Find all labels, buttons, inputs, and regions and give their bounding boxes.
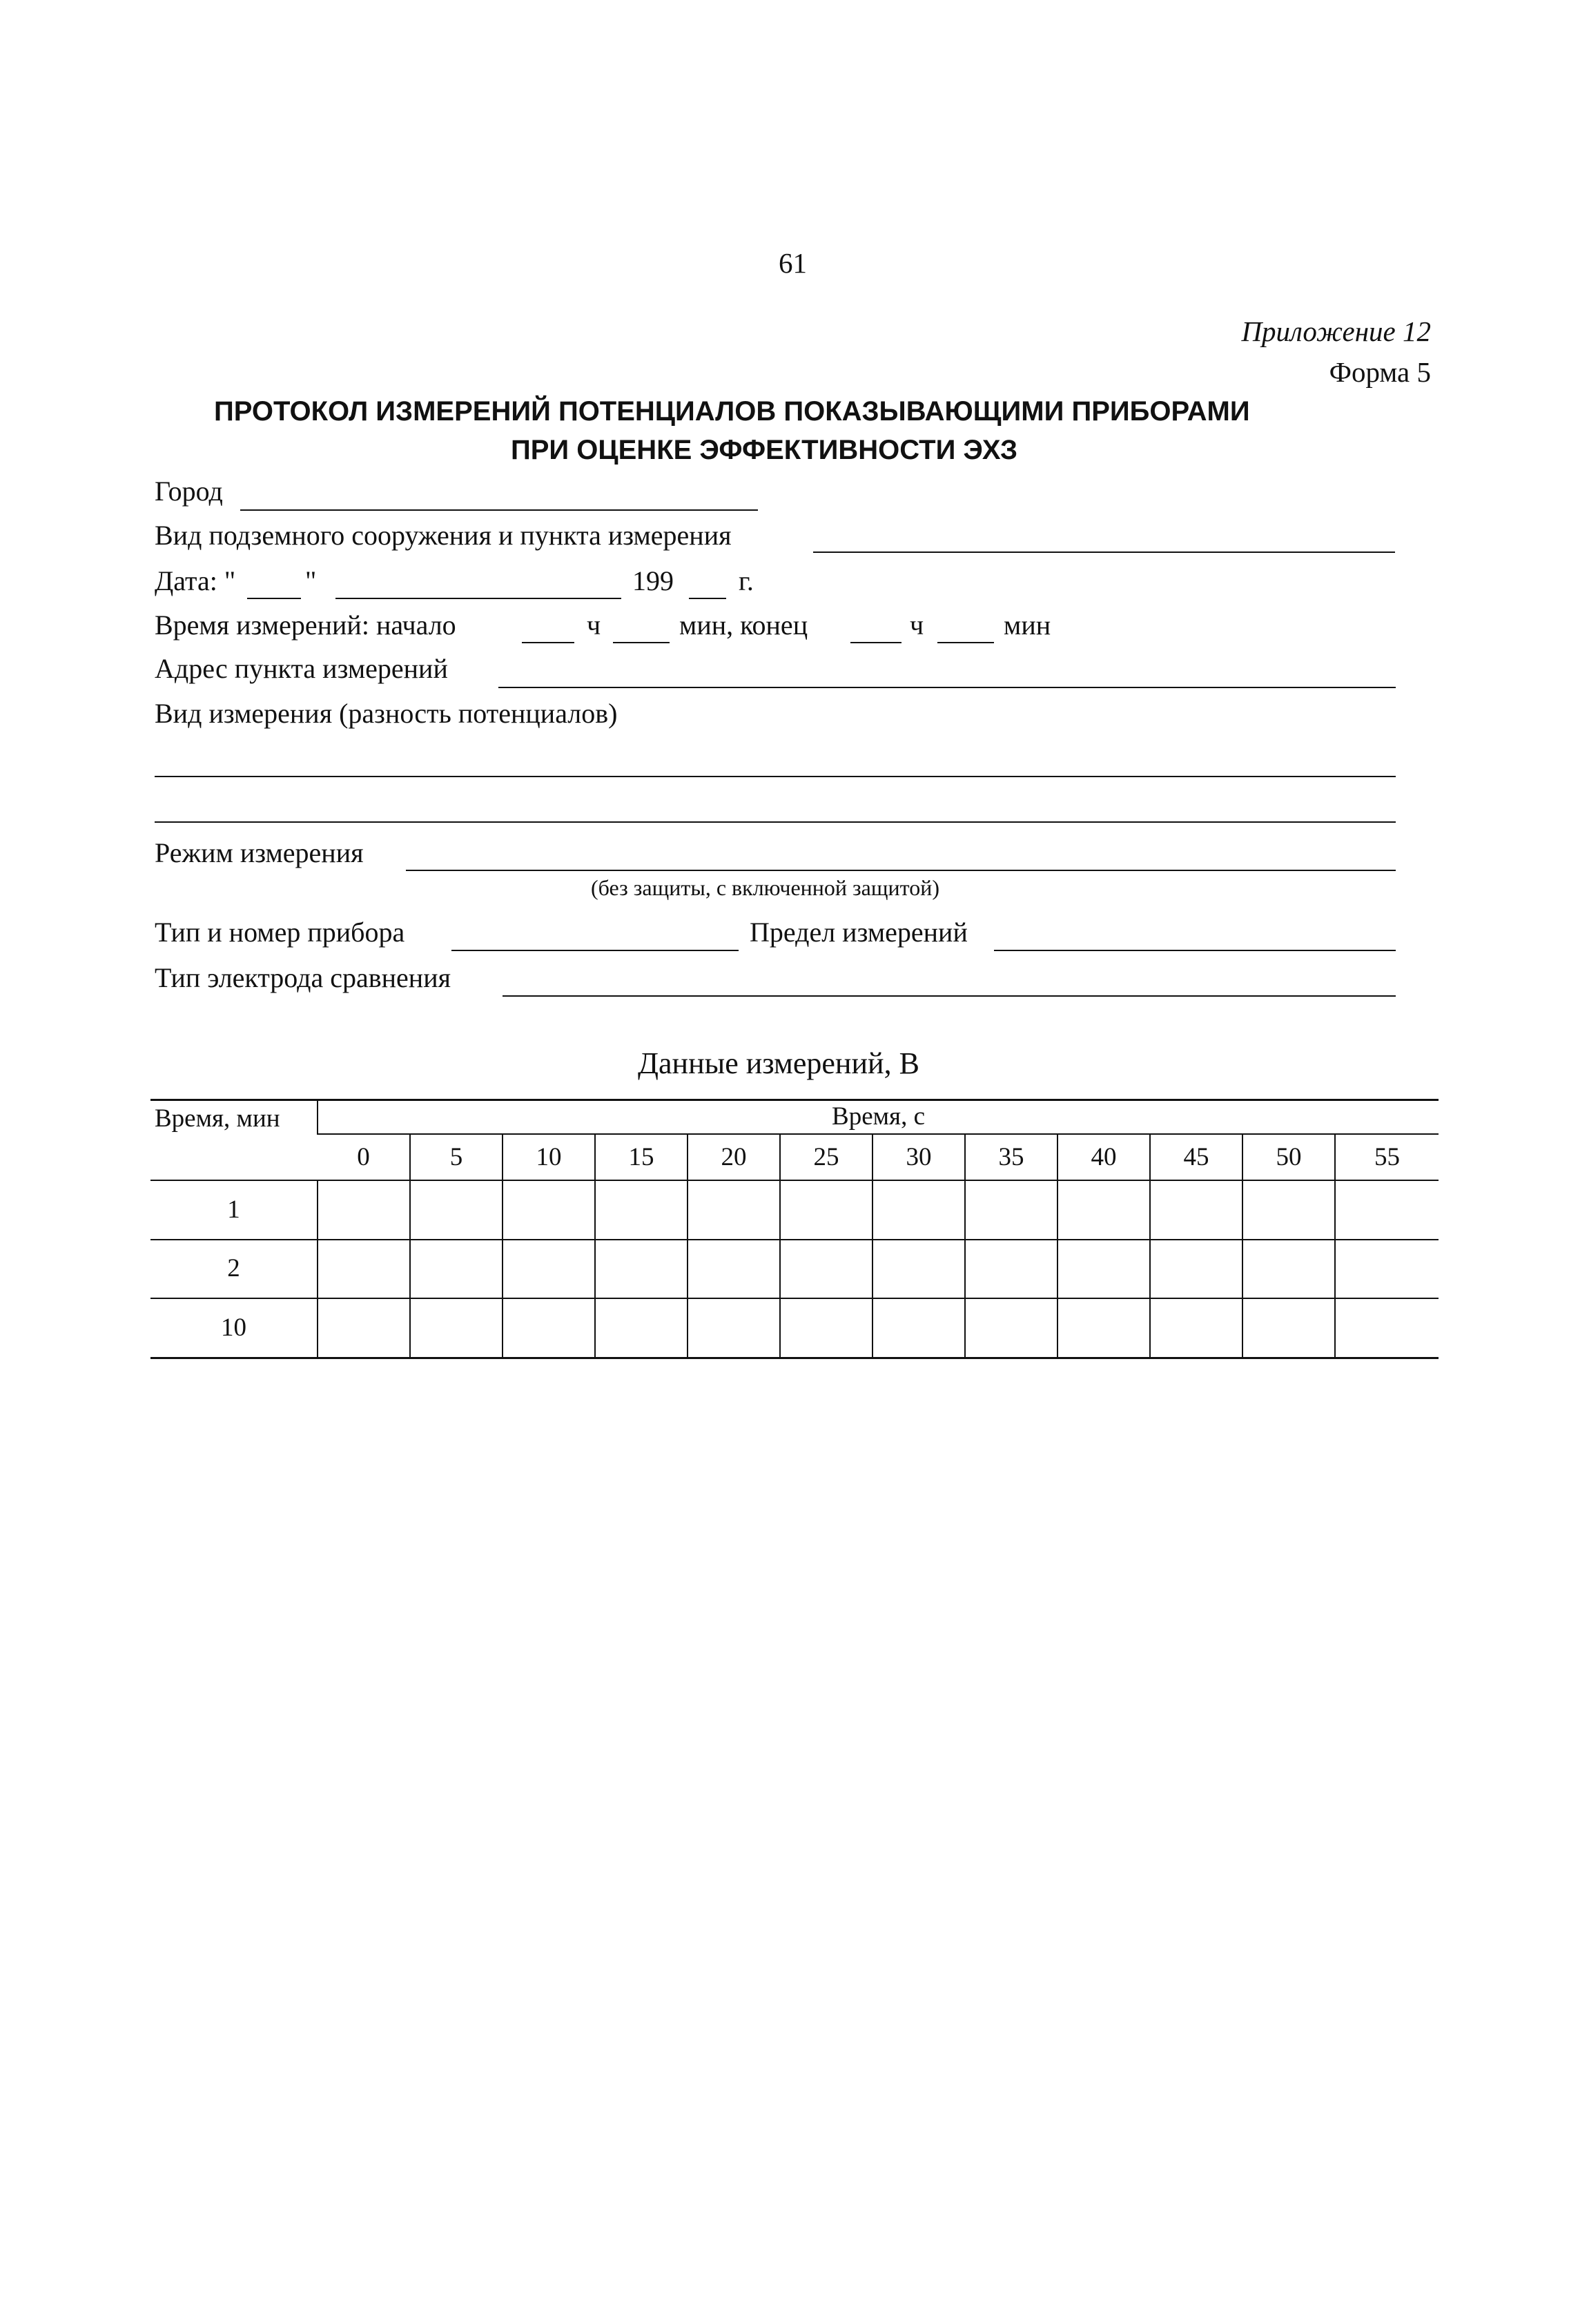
start-minute-field[interactable] bbox=[613, 642, 670, 643]
column-group-header-label: Время, с bbox=[832, 1102, 925, 1131]
mode-label: Режим измерения bbox=[155, 837, 364, 868]
data-cell[interactable] bbox=[1242, 1239, 1335, 1298]
range-field[interactable] bbox=[994, 950, 1396, 951]
date-quote: " bbox=[305, 565, 317, 596]
seconds-value: 50 bbox=[1276, 1143, 1302, 1171]
city-field[interactable] bbox=[240, 509, 758, 511]
minute-cell bbox=[150, 1180, 318, 1239]
data-cell[interactable] bbox=[873, 1180, 965, 1239]
table-row-rule-2 bbox=[150, 1298, 1439, 1299]
data-cell[interactable] bbox=[503, 1298, 595, 1357]
measurement-type-label: Вид измерения (разность потенциалов) bbox=[155, 698, 618, 729]
electrode-label: Тип электрода сравнения bbox=[155, 962, 451, 993]
form-label: Форма 5 bbox=[1329, 356, 1431, 388]
document-title-line2: ПРИ ОЦЕНКЕ ЭФФЕКТИВНОСТИ ЭХЗ bbox=[511, 435, 1018, 465]
data-cell[interactable] bbox=[503, 1239, 595, 1298]
seconds-header-cell bbox=[1242, 1134, 1335, 1180]
time-label: Время измерений: начало bbox=[155, 609, 456, 641]
date-year-field[interactable] bbox=[689, 598, 726, 599]
hour-unit-2: ч bbox=[910, 609, 924, 641]
minute-cell bbox=[150, 1239, 318, 1298]
data-cell[interactable] bbox=[1057, 1298, 1150, 1357]
data-cell[interactable] bbox=[780, 1180, 873, 1239]
seconds-value: 40 bbox=[1091, 1143, 1117, 1171]
seconds-header-cell bbox=[1057, 1134, 1150, 1180]
data-cell[interactable] bbox=[1057, 1180, 1150, 1239]
minute-value: 2 bbox=[227, 1254, 240, 1282]
data-cell[interactable] bbox=[318, 1180, 410, 1239]
seconds-value: 15 bbox=[628, 1143, 654, 1171]
seconds-header-cell bbox=[410, 1134, 503, 1180]
year-suffix: г. bbox=[739, 565, 754, 596]
data-cell[interactable] bbox=[595, 1180, 688, 1239]
data-cell[interactable] bbox=[318, 1239, 410, 1298]
range-label: Предел измерений bbox=[750, 917, 968, 948]
table-bottom-rule bbox=[150, 1357, 1439, 1359]
seconds-header-cell bbox=[503, 1134, 595, 1180]
device-field[interactable] bbox=[451, 950, 739, 951]
year-prefix: 199 bbox=[632, 565, 674, 596]
data-cell[interactable] bbox=[1335, 1239, 1439, 1298]
data-cell[interactable] bbox=[595, 1298, 688, 1357]
seconds-header-cell bbox=[780, 1134, 873, 1180]
seconds-header-cell bbox=[595, 1134, 688, 1180]
document-title-line1: ПРОТОКОЛ ИЗМЕРЕНИЙ ПОТЕНЦИАЛОВ ПОКАЗЫВАЮЩИМИ ПРИБОРАМИ bbox=[214, 396, 1250, 427]
minute-cell bbox=[150, 1298, 318, 1357]
structure-type-label: Вид подземного сооружения и пункта измерения bbox=[155, 520, 732, 551]
seconds-header-cell bbox=[873, 1134, 965, 1180]
city-label: Город bbox=[155, 476, 223, 507]
data-cell[interactable] bbox=[1150, 1180, 1242, 1239]
data-cell[interactable] bbox=[410, 1298, 503, 1357]
column-group-header bbox=[318, 1100, 1439, 1134]
table-row-rule-1 bbox=[150, 1239, 1439, 1240]
measurement-type-field-line1[interactable] bbox=[155, 776, 1396, 777]
data-cell[interactable] bbox=[688, 1239, 780, 1298]
data-cell[interactable] bbox=[1150, 1298, 1242, 1357]
data-cell[interactable] bbox=[503, 1180, 595, 1239]
seconds-header-cell bbox=[1335, 1134, 1439, 1180]
data-cell[interactable] bbox=[595, 1239, 688, 1298]
hour-unit-1: ч bbox=[587, 609, 601, 641]
end-hour-field[interactable] bbox=[850, 642, 901, 643]
date-month-field[interactable] bbox=[335, 598, 621, 599]
data-cell[interactable] bbox=[965, 1180, 1057, 1239]
data-cell[interactable] bbox=[780, 1298, 873, 1357]
measurement-table bbox=[150, 1100, 1439, 1357]
start-hour-field[interactable] bbox=[522, 642, 574, 643]
seconds-value: 10 bbox=[536, 1143, 562, 1171]
data-cell[interactable] bbox=[410, 1180, 503, 1239]
data-cell[interactable] bbox=[1335, 1298, 1439, 1357]
data-cell[interactable] bbox=[965, 1239, 1057, 1298]
table-row bbox=[150, 1239, 1439, 1298]
end-minute-field[interactable] bbox=[937, 642, 994, 643]
structure-type-field[interactable] bbox=[813, 551, 1395, 553]
electrode-field[interactable] bbox=[503, 995, 1396, 997]
minute-end-label: мин, конец bbox=[679, 609, 808, 641]
measurement-type-field-line2[interactable] bbox=[155, 821, 1396, 823]
mode-field[interactable] bbox=[406, 870, 1396, 871]
data-cell[interactable] bbox=[1335, 1180, 1439, 1239]
page-number: 61 bbox=[779, 247, 807, 279]
seconds-header-cell bbox=[318, 1134, 410, 1180]
minute-unit-2: мин bbox=[1004, 609, 1051, 641]
table-row bbox=[150, 1298, 1439, 1357]
mode-hint: (без защиты, с включенной защитой) bbox=[591, 875, 939, 900]
seconds-header-cell bbox=[965, 1134, 1057, 1180]
seconds-value: 30 bbox=[906, 1143, 932, 1171]
date-day-field[interactable] bbox=[247, 598, 301, 599]
data-cell[interactable] bbox=[1150, 1239, 1242, 1298]
seconds-value: 0 bbox=[357, 1143, 370, 1171]
data-cell[interactable] bbox=[410, 1239, 503, 1298]
data-cell[interactable] bbox=[873, 1298, 965, 1357]
data-cell[interactable] bbox=[780, 1239, 873, 1298]
data-cell[interactable] bbox=[1242, 1298, 1335, 1357]
data-cell[interactable] bbox=[1057, 1239, 1150, 1298]
data-cell[interactable] bbox=[318, 1298, 410, 1357]
seconds-header-cell bbox=[1150, 1134, 1242, 1180]
seconds-value: 25 bbox=[813, 1143, 839, 1171]
data-cell[interactable] bbox=[688, 1298, 780, 1357]
seconds-value: 20 bbox=[721, 1143, 747, 1171]
device-label: Тип и номер прибора bbox=[155, 917, 405, 948]
address-label: Адрес пункта измерений bbox=[155, 653, 448, 684]
table-caption: Данные измерений, В bbox=[638, 1046, 919, 1080]
minute-value: 1 bbox=[227, 1195, 240, 1224]
table-row bbox=[150, 1180, 1439, 1239]
seconds-value: 35 bbox=[998, 1143, 1024, 1171]
seconds-value: 5 bbox=[449, 1143, 463, 1171]
data-cell[interactable] bbox=[688, 1180, 780, 1239]
data-cell[interactable] bbox=[965, 1298, 1057, 1357]
data-cell[interactable] bbox=[873, 1239, 965, 1298]
seconds-header-cell bbox=[688, 1134, 780, 1180]
seconds-value: 45 bbox=[1183, 1143, 1209, 1171]
date-label: Дата: " bbox=[155, 565, 236, 596]
table-header-rule bbox=[150, 1180, 1439, 1181]
seconds-value: 55 bbox=[1374, 1143, 1401, 1171]
data-cell[interactable] bbox=[1242, 1180, 1335, 1239]
row-header-label: Время, мин bbox=[155, 1104, 280, 1133]
minute-value: 10 bbox=[221, 1313, 246, 1342]
address-field[interactable] bbox=[498, 687, 1396, 688]
row-header bbox=[150, 1100, 318, 1180]
appendix-label: Приложение 12 bbox=[1241, 315, 1431, 347]
